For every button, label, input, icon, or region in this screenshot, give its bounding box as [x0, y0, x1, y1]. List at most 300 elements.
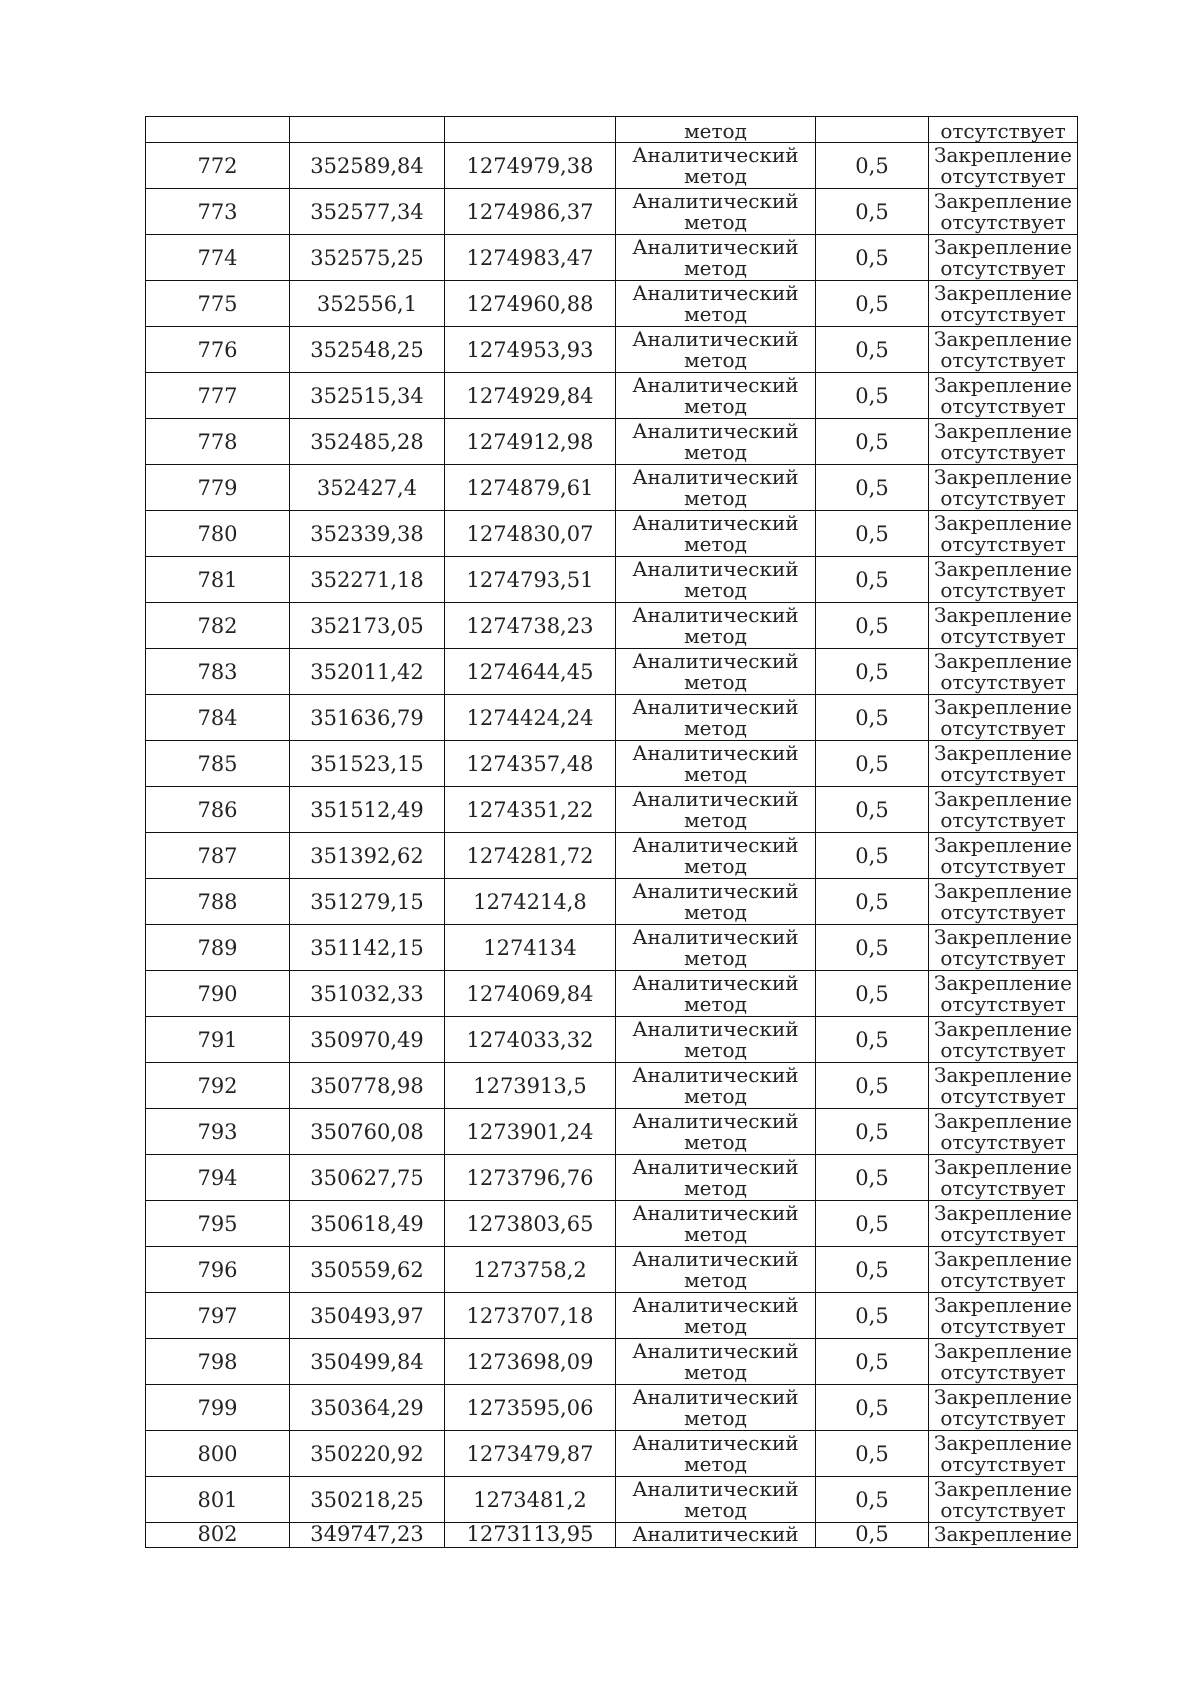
- cell-y: 1274351,22: [445, 787, 616, 833]
- cell-fixing: [929, 1247, 1078, 1293]
- cell-error: 0,5: [816, 879, 929, 925]
- cell-y-empty: [445, 117, 616, 143]
- cell-fixing-line-2: отсутствует: [940, 255, 1066, 280]
- cell-method: [616, 557, 816, 603]
- cell-method-line-1: Аналитический: [632, 602, 799, 627]
- cell-number: 790: [146, 971, 290, 1017]
- cell-y: 1273901,24: [445, 1109, 616, 1155]
- table-body: [146, 117, 1078, 1548]
- cell-method-line-1: Аналитический: [632, 1384, 799, 1409]
- cell-method-line-1: Аналитический: [632, 510, 799, 535]
- cell-error: 0,5: [816, 465, 929, 511]
- cell-fixing-line-2: отсутствует: [940, 761, 1066, 786]
- cell-method-line-1: Аналитический: [632, 694, 799, 719]
- cell-fixing-line-2: отсутствует: [940, 439, 1066, 464]
- cell-number: 772: [146, 143, 290, 189]
- cell-method-line-1: Аналитический: [632, 464, 799, 489]
- table-row: [146, 695, 1078, 741]
- cell-fixing-line-1: Закрепление: [934, 1476, 1072, 1501]
- cell-method-line-1: Аналитический: [632, 786, 799, 811]
- cell-fixing: [929, 833, 1078, 879]
- cell-fixing: [929, 373, 1078, 419]
- cell-fixing-line-1: Закрепление: [934, 1338, 1072, 1363]
- cell-method-line-2: метод: [684, 623, 747, 648]
- cell-number: 774: [146, 235, 290, 281]
- cell-method-line-2: метод: [684, 485, 747, 510]
- cell-method: [616, 1477, 816, 1523]
- cell-fixing: [929, 235, 1078, 281]
- cell-method: [616, 281, 816, 327]
- cell-x: 351279,15: [290, 879, 445, 925]
- cell-method-line-2: метод: [684, 991, 747, 1016]
- cell-error: 0,5: [816, 557, 929, 603]
- cell-method-line-2: метод: [684, 393, 747, 418]
- cell-x: 352485,28: [290, 419, 445, 465]
- table-row: [146, 1201, 1078, 1247]
- cell-error: 0,5: [816, 1523, 929, 1548]
- cell-method: [616, 695, 816, 741]
- cell-method: [616, 511, 816, 557]
- cell-error: 0,5: [816, 1155, 929, 1201]
- cell-fixing-line-1: Закрепление: [934, 832, 1072, 857]
- cell-y: 1274644,45: [445, 649, 616, 695]
- cell-method-line-1: Аналитический: [632, 1200, 799, 1225]
- cell-fixing: [929, 281, 1078, 327]
- cell-fixing-line-1: Закрепление: [934, 924, 1072, 949]
- cell-fixing: [929, 1339, 1078, 1385]
- cell-x: 350499,84: [290, 1339, 445, 1385]
- cell-number: 778: [146, 419, 290, 465]
- cell-error: 0,5: [816, 1431, 929, 1477]
- cell-method: [616, 1385, 816, 1431]
- cell-fixing-line-1: Закрепление: [934, 1062, 1072, 1087]
- cell-method: [616, 1063, 816, 1109]
- cell-error: 0,5: [816, 189, 929, 235]
- cell-method-line-2: метод: [684, 577, 747, 602]
- table-row: [146, 373, 1078, 419]
- cell-method-line-1: Аналитический: [632, 1430, 799, 1455]
- cell-method-line-1: Аналитический: [632, 372, 799, 397]
- cell-method-line-1: Аналитический: [632, 188, 799, 213]
- cell-error: 0,5: [816, 511, 929, 557]
- cell-number: 781: [146, 557, 290, 603]
- cell-y: 1273796,76: [445, 1155, 616, 1201]
- cell-y: 1274214,8: [445, 879, 616, 925]
- cell-fixing-line-1: Закрепление: [934, 786, 1072, 811]
- cell-fixing-line-2: отсутствует: [940, 991, 1066, 1016]
- cell-method: метод: [616, 117, 816, 143]
- cell-error: 0,5: [816, 787, 929, 833]
- cell-fixing-line-2: отсутствует: [940, 1451, 1066, 1476]
- cell-fixing-line-2: отсутствует: [940, 1313, 1066, 1338]
- cell-number-empty: [146, 117, 290, 143]
- table-row-last: [146, 1523, 1078, 1548]
- cell-method-line-1: Аналитический: [632, 234, 799, 259]
- cell-error: 0,5: [816, 833, 929, 879]
- cell-method-line-2: метод: [684, 899, 747, 924]
- cell-x: 350493,97: [290, 1293, 445, 1339]
- cell-x: 351512,49: [290, 787, 445, 833]
- cell-method-line-2: метод: [684, 255, 747, 280]
- cell-fixing-line-1: Закрепление: [934, 280, 1072, 305]
- cell-y: 1273113,95: [445, 1523, 616, 1548]
- cell-error: 0,5: [816, 235, 929, 281]
- table-row: [146, 1017, 1078, 1063]
- cell-x: 351032,33: [290, 971, 445, 1017]
- cell-number: 785: [146, 741, 290, 787]
- cell-method: [616, 189, 816, 235]
- cell-method: [616, 1017, 816, 1063]
- cell-number: 789: [146, 925, 290, 971]
- cell-fixing-line-1: Закрепление: [934, 142, 1072, 167]
- cell-error: 0,5: [816, 1063, 929, 1109]
- cell-x: 352515,34: [290, 373, 445, 419]
- cell-fixing-line-1: Закрепление: [934, 188, 1072, 213]
- cell-x: 350364,29: [290, 1385, 445, 1431]
- cell-method: [616, 1109, 816, 1155]
- cell-error: 0,5: [816, 143, 929, 189]
- cell-fixing: Закрепление: [929, 1523, 1078, 1548]
- cell-method-line-1: Аналитический: [632, 326, 799, 351]
- cell-y: 1274983,47: [445, 235, 616, 281]
- cell-error: 0,5: [816, 1247, 929, 1293]
- cell-fixing-line-1: Закрепление: [934, 1016, 1072, 1041]
- cell-error: 0,5: [816, 1339, 929, 1385]
- cell-method-line-1: Аналитический: [632, 1062, 799, 1087]
- cell-method-line-2: метод: [684, 669, 747, 694]
- cell-error: 0,5: [816, 925, 929, 971]
- cell-method-line-1: Аналитический: [632, 142, 799, 167]
- table-row: [146, 557, 1078, 603]
- table-row: [146, 1477, 1078, 1523]
- cell-fixing-line-2: отсутствует: [940, 1037, 1066, 1062]
- cell-method-line-2: метод: [684, 853, 747, 878]
- cell-fixing-line-2: отсутствует: [940, 715, 1066, 740]
- cell-number: 801: [146, 1477, 290, 1523]
- cell-y: 1274830,07: [445, 511, 616, 557]
- cell-error-empty: [816, 117, 929, 143]
- cell-number: 791: [146, 1017, 290, 1063]
- cell-y: 1274986,37: [445, 189, 616, 235]
- cell-method-line-1: Аналитический: [632, 878, 799, 903]
- cell-fixing: [929, 1431, 1078, 1477]
- cell-method-line-2: метод: [684, 807, 747, 832]
- cell-method-line-1: Аналитический: [632, 648, 799, 673]
- cell-method-line-1: Аналитический: [632, 924, 799, 949]
- cell-number: 777: [146, 373, 290, 419]
- cell-y: 1273595,06: [445, 1385, 616, 1431]
- cell-method-line-1: Аналитический: [632, 1108, 799, 1133]
- cell-y: 1274960,88: [445, 281, 616, 327]
- cell-x-empty: [290, 117, 445, 143]
- cell-x: 349747,23: [290, 1523, 445, 1548]
- cell-fixing-line-1: Закрепление: [934, 510, 1072, 535]
- cell-y: 1274424,24: [445, 695, 616, 741]
- table-row: [146, 465, 1078, 511]
- cell-x: 352011,42: [290, 649, 445, 695]
- cell-number: 792: [146, 1063, 290, 1109]
- cell-fixing: [929, 1477, 1078, 1523]
- table-row: [146, 787, 1078, 833]
- cell-number: 779: [146, 465, 290, 511]
- cell-method-line-2: метод: [684, 439, 747, 464]
- table-row: [146, 833, 1078, 879]
- cell-error: 0,5: [816, 1385, 929, 1431]
- cell-method: [616, 833, 816, 879]
- cell-method: [616, 143, 816, 189]
- cell-method-line-1: Аналитический: [632, 832, 799, 857]
- cell-fixing-line-2: отсутствует: [940, 209, 1066, 234]
- cell-fixing: [929, 1109, 1078, 1155]
- cell-fixing: [929, 695, 1078, 741]
- cell-method-line-2: метод: [684, 1497, 747, 1522]
- cell-error: 0,5: [816, 1477, 929, 1523]
- cell-number: 783: [146, 649, 290, 695]
- table-row: [146, 649, 1078, 695]
- cell-fixing-line-2: отсутствует: [940, 301, 1066, 326]
- cell-fixing-line-2: отсутствует: [940, 669, 1066, 694]
- cell-error: 0,5: [816, 327, 929, 373]
- cell-error: 0,5: [816, 741, 929, 787]
- cell-y: 1274281,72: [445, 833, 616, 879]
- cell-number: 776: [146, 327, 290, 373]
- cell-method-line-2: метод: [684, 1267, 747, 1292]
- cell-fixing: [929, 1385, 1078, 1431]
- cell-fixing-line-2: отсутствует: [940, 531, 1066, 556]
- cell-method-line-2: метод: [684, 1405, 747, 1430]
- cell-method: [616, 741, 816, 787]
- cell-method-line-2: метод: [684, 531, 747, 556]
- cell-fixing: [929, 189, 1078, 235]
- cell-x: 350618,49: [290, 1201, 445, 1247]
- cell-x: 352427,4: [290, 465, 445, 511]
- cell-method: [616, 787, 816, 833]
- cell-fixing-line-2: отсутствует: [940, 1129, 1066, 1154]
- cell-x: 350218,25: [290, 1477, 445, 1523]
- table-row: [146, 1385, 1078, 1431]
- cell-method-line-2: метод: [684, 1221, 747, 1246]
- cell-number: 796: [146, 1247, 290, 1293]
- cell-method: [616, 419, 816, 465]
- cell-y: 1274134: [445, 925, 616, 971]
- cell-method: [616, 1293, 816, 1339]
- cell-method-line-2: метод: [684, 1313, 747, 1338]
- cell-x: 350778,98: [290, 1063, 445, 1109]
- cell-y: 1274738,23: [445, 603, 616, 649]
- table-row: [146, 1293, 1078, 1339]
- cell-fixing-line-1: Закрепление: [934, 464, 1072, 489]
- cell-method-line-1: Аналитический: [632, 280, 799, 305]
- cell-x: 351142,15: [290, 925, 445, 971]
- cell-method: [616, 1155, 816, 1201]
- cell-y: 1273707,18: [445, 1293, 616, 1339]
- cell-error: 0,5: [816, 971, 929, 1017]
- cell-y: 1273698,09: [445, 1339, 616, 1385]
- cell-fixing: [929, 649, 1078, 695]
- cell-x: 352577,34: [290, 189, 445, 235]
- table-row: [146, 603, 1078, 649]
- cell-method-line-1: Аналитический: [632, 1154, 799, 1179]
- cell-number: 786: [146, 787, 290, 833]
- cell-fixing-line-2: отсутствует: [940, 1221, 1066, 1246]
- cell-x: 352589,84: [290, 143, 445, 189]
- cell-y: 1274912,98: [445, 419, 616, 465]
- cell-error: 0,5: [816, 695, 929, 741]
- cell-fixing-line-2: отсутствует: [940, 1175, 1066, 1200]
- cell-method-line-2: метод: [684, 1083, 747, 1108]
- cell-fixing-line-1: Закрепление: [934, 1108, 1072, 1133]
- cell-method: [616, 1247, 816, 1293]
- cell-number: 782: [146, 603, 290, 649]
- cell-fixing-line-1: Закрепление: [934, 602, 1072, 627]
- cell-method-line-1: Аналитический: [632, 1292, 799, 1317]
- cell-x: 350627,75: [290, 1155, 445, 1201]
- cell-error: 0,5: [816, 1201, 929, 1247]
- cell-method-line-1: Аналитический: [632, 970, 799, 995]
- cell-number: 800: [146, 1431, 290, 1477]
- cell-number: 799: [146, 1385, 290, 1431]
- cell-y: 1273479,87: [445, 1431, 616, 1477]
- cell-y: 1273803,65: [445, 1201, 616, 1247]
- cell-fixing: [929, 511, 1078, 557]
- cell-method: [616, 971, 816, 1017]
- table-row: [146, 1155, 1078, 1201]
- table-row: [146, 1247, 1078, 1293]
- cell-y: 1274979,38: [445, 143, 616, 189]
- cell-method-line-2: метод: [684, 1129, 747, 1154]
- table-row: [146, 235, 1078, 281]
- cell-x: 350220,92: [290, 1431, 445, 1477]
- cell-fixing-line-1: Закрепление: [934, 648, 1072, 673]
- cell-y: 1274357,48: [445, 741, 616, 787]
- cell-number: 775: [146, 281, 290, 327]
- cell-method-line-2: метод: [684, 715, 747, 740]
- cell-method: [616, 925, 816, 971]
- table-row: [146, 925, 1078, 971]
- cell-error: 0,5: [816, 603, 929, 649]
- cell-fixing-line-2: отсутствует: [940, 1083, 1066, 1108]
- cell-y: 1274793,51: [445, 557, 616, 603]
- cell-method: [616, 235, 816, 281]
- cell-number: 797: [146, 1293, 290, 1339]
- table-row: [146, 189, 1078, 235]
- cell-method: [616, 603, 816, 649]
- cell-method-line-1: Аналитический: [632, 1338, 799, 1363]
- cell-fixing: [929, 143, 1078, 189]
- cell-y: 1274953,93: [445, 327, 616, 373]
- cell-method: [616, 465, 816, 511]
- table-row: [146, 1109, 1078, 1155]
- cell-method: [616, 649, 816, 695]
- cell-y: 1274929,84: [445, 373, 616, 419]
- cell-method: [616, 879, 816, 925]
- table-row: [146, 971, 1078, 1017]
- cell-method-line-1: Аналитический: [632, 418, 799, 443]
- cell-fixing: [929, 1063, 1078, 1109]
- cell-fixing: отсутствует: [929, 117, 1078, 143]
- table-row: [146, 281, 1078, 327]
- cell-number: 802: [146, 1523, 290, 1548]
- cell-fixing-line-2: отсутствует: [940, 807, 1066, 832]
- cell-error: 0,5: [816, 373, 929, 419]
- table-row: [146, 419, 1078, 465]
- cell-y: 1274069,84: [445, 971, 616, 1017]
- table-row: [146, 327, 1078, 373]
- cell-x: 352575,25: [290, 235, 445, 281]
- cell-method-line-1: Аналитический: [632, 740, 799, 765]
- cell-error: 0,5: [816, 1017, 929, 1063]
- table-row: [146, 1063, 1078, 1109]
- cell-fixing-line-1: Закрепление: [934, 878, 1072, 903]
- cell-fixing-line-1: Закрепление: [934, 1430, 1072, 1455]
- cell-y: 1274033,32: [445, 1017, 616, 1063]
- cell-number: 795: [146, 1201, 290, 1247]
- cell-fixing-line-2: отсутствует: [940, 1497, 1066, 1522]
- cell-fixing-line-2: отсутствует: [940, 347, 1066, 372]
- cell-method: Аналитический: [616, 1523, 816, 1548]
- cell-x: 351523,15: [290, 741, 445, 787]
- cell-number: 793: [146, 1109, 290, 1155]
- cell-method-line-2: метод: [684, 209, 747, 234]
- cell-error: 0,5: [816, 1109, 929, 1155]
- cell-fixing-line-1: Закрепление: [934, 372, 1072, 397]
- cell-fixing: [929, 787, 1078, 833]
- cell-number: 784: [146, 695, 290, 741]
- cell-error: 0,5: [816, 419, 929, 465]
- cell-number: 780: [146, 511, 290, 557]
- cell-fixing-line-2: отсутствует: [940, 485, 1066, 510]
- cell-method-line-1: Аналитический: [632, 1246, 799, 1271]
- cell-x: 352339,38: [290, 511, 445, 557]
- cell-x: 350970,49: [290, 1017, 445, 1063]
- cell-fixing-line-2: отсутствует: [940, 945, 1066, 970]
- cell-number: 798: [146, 1339, 290, 1385]
- cell-method-line-2: метод: [684, 1451, 747, 1476]
- cell-number: 773: [146, 189, 290, 235]
- cell-fixing-line-2: отсутствует: [940, 577, 1066, 602]
- coordinates-table: [145, 116, 1078, 1548]
- cell-fixing-line-1: Закрепление: [934, 418, 1072, 443]
- cell-fixing-line-1: Закрепление: [934, 1384, 1072, 1409]
- cell-fixing-line-2: отсутствует: [940, 853, 1066, 878]
- cell-fixing-line-1: Закрепление: [934, 556, 1072, 581]
- cell-method: [616, 1201, 816, 1247]
- cell-fixing: [929, 925, 1078, 971]
- cell-x: 352556,1: [290, 281, 445, 327]
- cell-fixing-line-1: Закрепление: [934, 694, 1072, 719]
- cell-fixing-line-1: Закрепление: [934, 740, 1072, 765]
- cell-method-line-1: Аналитический: [632, 1016, 799, 1041]
- table-row: [146, 879, 1078, 925]
- cell-y: 1273758,2: [445, 1247, 616, 1293]
- cell-error: 0,5: [816, 1293, 929, 1339]
- cell-method-line-1: Аналитический: [632, 1476, 799, 1501]
- cell-method-line-2: метод: [684, 1359, 747, 1384]
- cell-fixing: [929, 603, 1078, 649]
- cell-fixing: [929, 971, 1078, 1017]
- cell-x: 351636,79: [290, 695, 445, 741]
- cell-fixing: [929, 419, 1078, 465]
- table-row: [146, 1339, 1078, 1385]
- cell-fixing-line-2: отсутствует: [940, 1267, 1066, 1292]
- cell-fixing: [929, 1293, 1078, 1339]
- cell-fixing-line-2: отсутствует: [940, 393, 1066, 418]
- cell-fixing-line-2: отсутствует: [940, 623, 1066, 648]
- cell-fixing-line-2: отсутствует: [940, 163, 1066, 188]
- cell-method: [616, 1339, 816, 1385]
- cell-x: 352548,25: [290, 327, 445, 373]
- cell-number: 787: [146, 833, 290, 879]
